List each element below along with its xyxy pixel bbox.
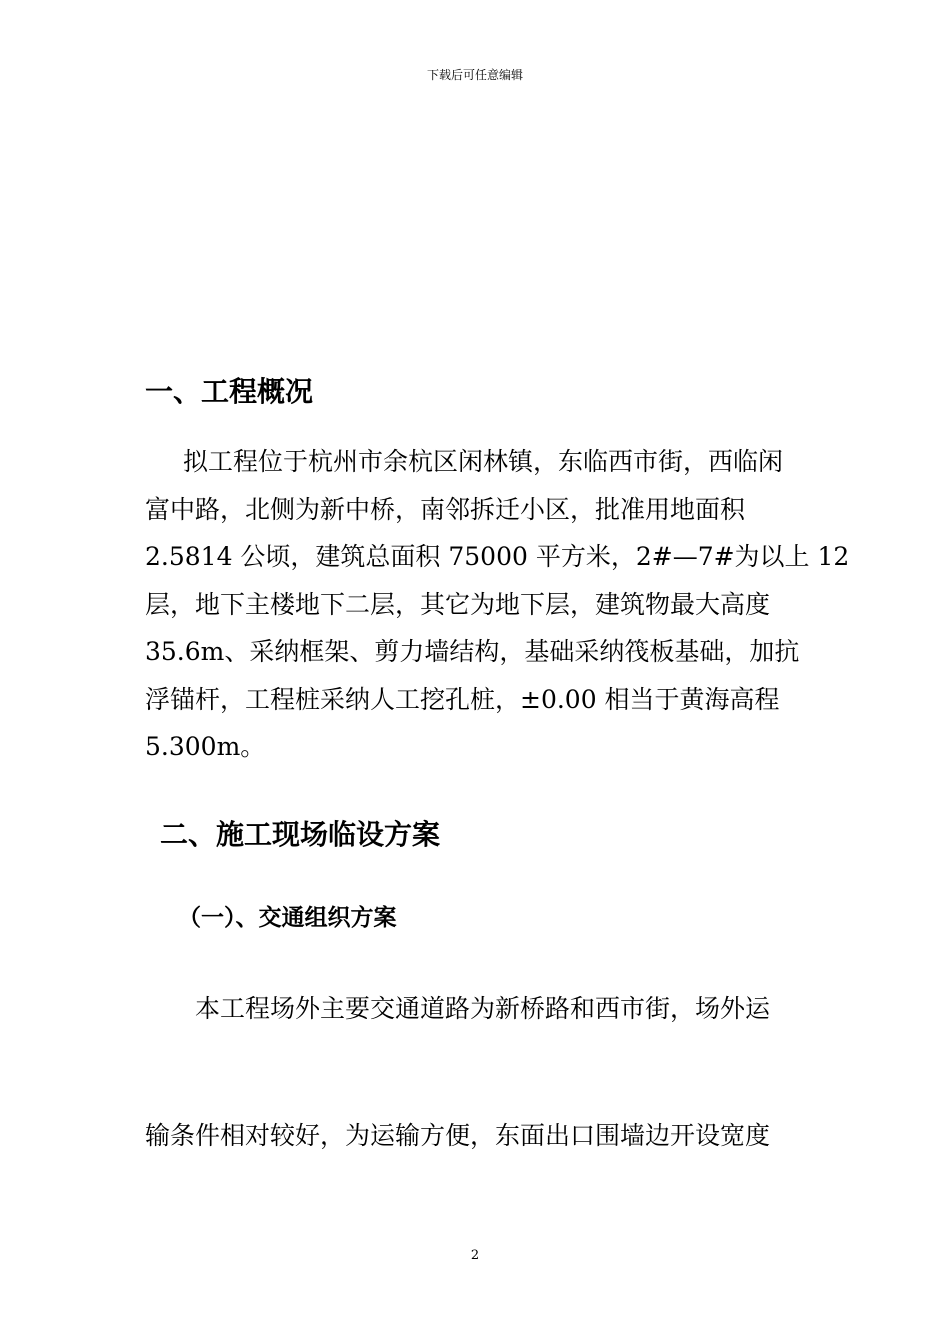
paragraph-line: 2.5814 公顷，建筑总面积 75000 平方米，2#—7#为以上 12 (145, 542, 850, 571)
overview-paragraph (145, 438, 850, 771)
traffic-paragraph-line-1: 本工程场外主要交通道路为新桥路和西市街，场外运 (195, 994, 771, 1023)
paragraph-line: 拟工程位于杭州市余杭区闲林镇，东临西市街，西临闲 (183, 447, 784, 476)
page-number: 2 (470, 1248, 480, 1263)
page-header: 下载后可任意编辑 (426, 68, 523, 82)
section-title-site-facilities: 二、施工现场临设方案 (160, 818, 441, 851)
paragraph-line: 层，地下主楼地下二层，其它为地下层，建筑物最大高度 (145, 589, 771, 619)
paragraph-line: 浮锚杆，工程桩采纳人工挖孔桩，±0.00 相当于黄海高程 (145, 684, 780, 714)
traffic-paragraph-line-2: 输条件相对较好，为运输方便，东面出口围墙边开设宽度 (145, 1121, 771, 1150)
paragraph-line: 富中路，北侧为新中桥，南邻拆迁小区，批准用地面积 (145, 494, 746, 524)
paragraph-line: 35.6m、采纳框架、剪力墙结构，基础采纳筏板基础，加抗 (145, 637, 800, 666)
subsection-title-traffic: （一）、交通组织方案 (178, 905, 397, 931)
paragraph-line: 5.300m。 (145, 732, 266, 761)
section-title-overview: 一、工程概况 (145, 375, 314, 408)
